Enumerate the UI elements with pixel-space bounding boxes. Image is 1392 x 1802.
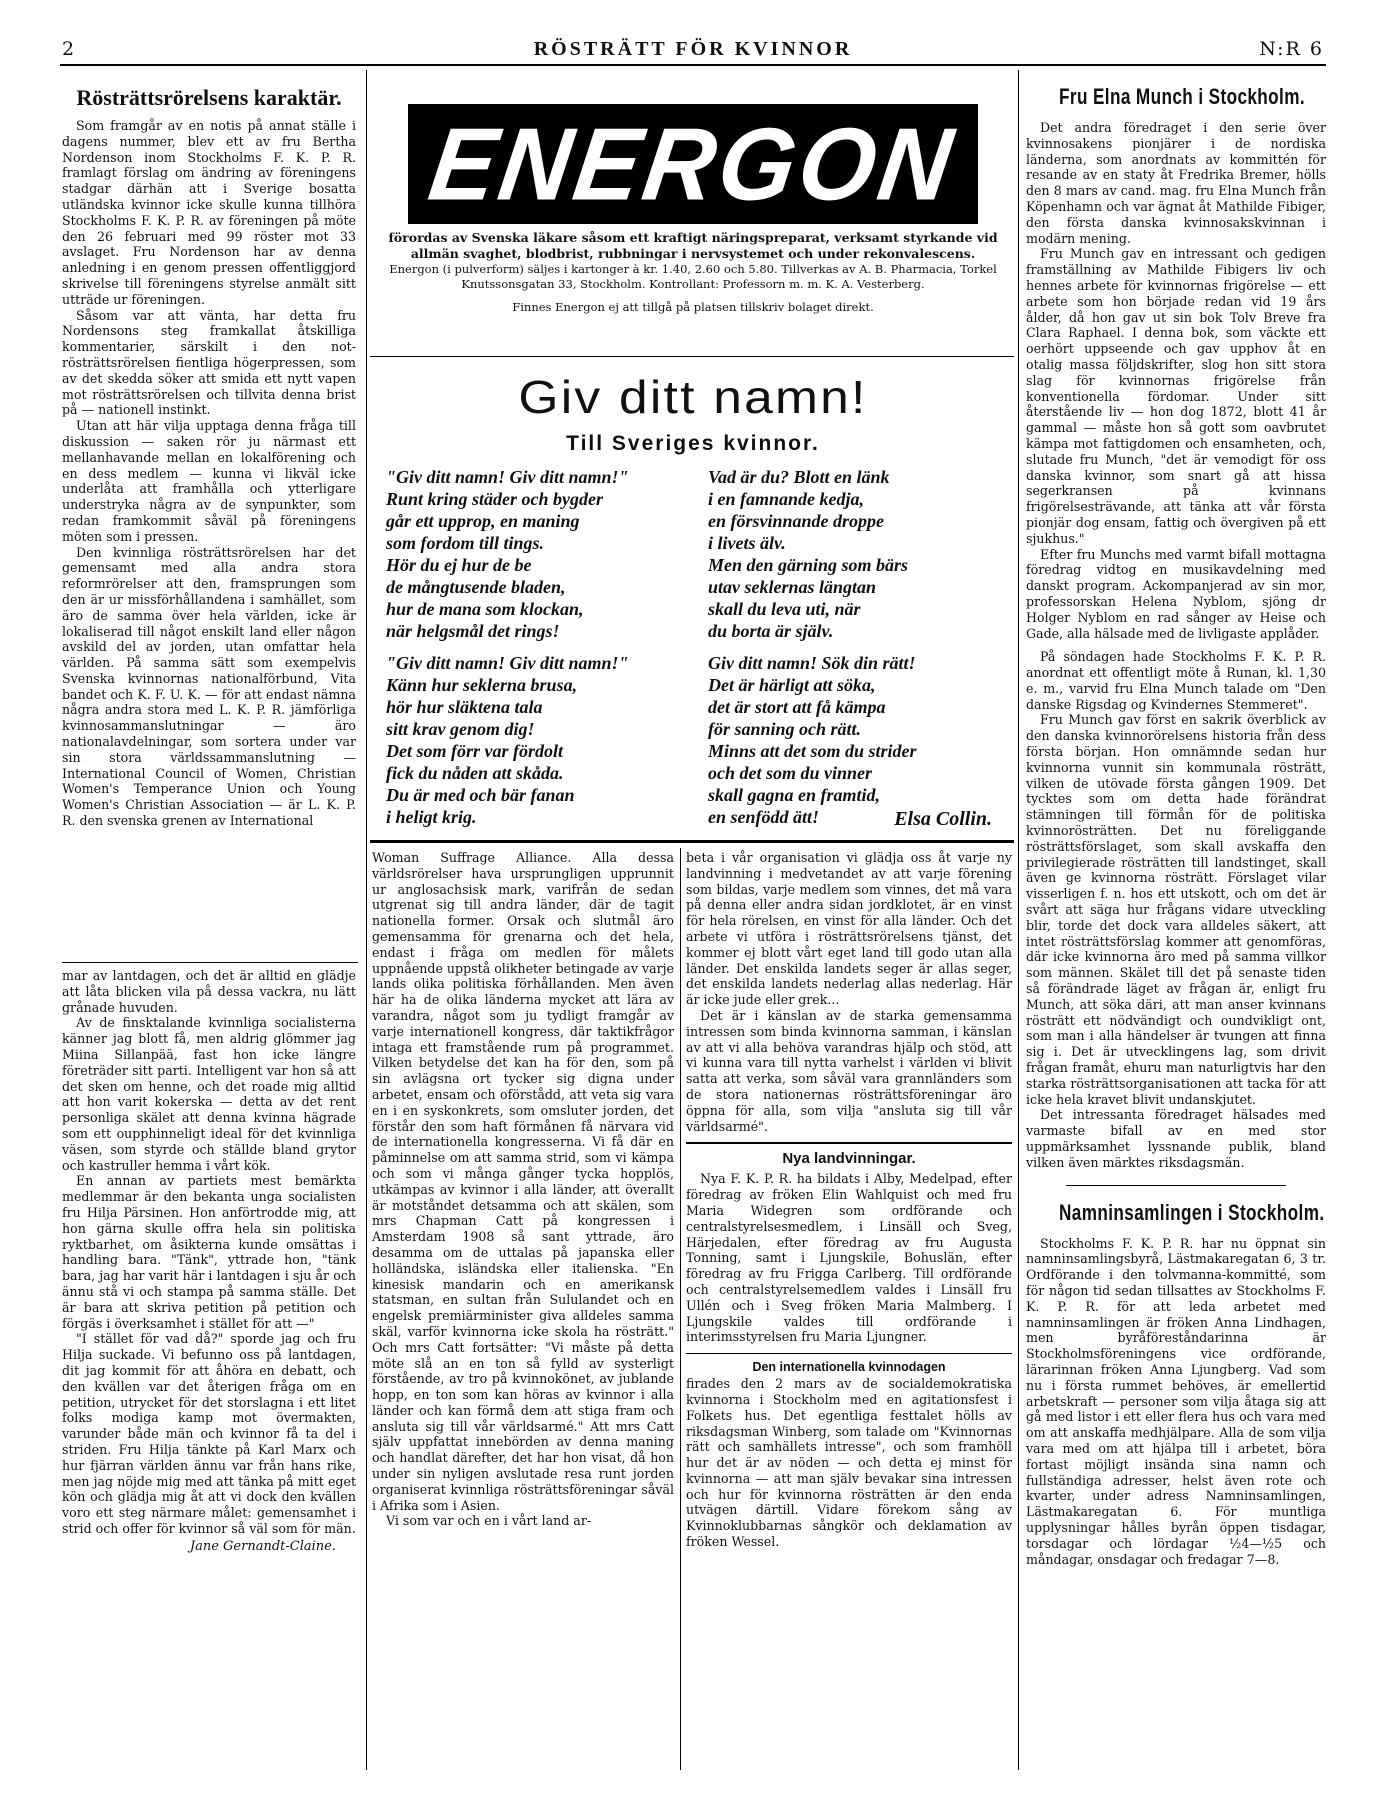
- page-number: 2: [62, 38, 77, 60]
- poem-line: och det som du vinner: [708, 763, 873, 783]
- paragraph: firades den 2 mars av de socialdemokratiska kvinnorna i Stockholm med en agitationsfest i Folkets hus. Det egentliga festtalet hölls av riksdagsman Winberg, som talade om "Kvinnornas rätt och samhällets intresse", och som framhöll hur det är av nöden — och detta ej minst för kvinnorna — att man själv bevakar sina intressen och hur för kvinnorna rösträtten är den enda utvägen därtill. Vidare förekom sång av Kvinnoklubbarnas sångkör och deklamation av fröken Wessel.: [686, 1376, 1012, 1550]
- poem-stanza: [386, 466, 629, 642]
- article-title: Rösträttsrörelsens karaktär.: [76, 85, 342, 110]
- column-2-article: [372, 850, 674, 1780]
- poem-line: Giv ditt namn! Sök din rätt!: [708, 653, 916, 673]
- poem-line: i en famnande kedja,: [708, 489, 864, 509]
- energon-logo: [408, 104, 978, 224]
- section-rule: [370, 840, 1014, 843]
- poem-line: Det är härligt att söka,: [708, 675, 876, 695]
- paragraph: beta i vår organisation vi glädja oss åt varje ny landvinning i medvetandet av att varje förening som bildas, varje medlem som vinnes, det må vara på denna eller andra sidan jordklotet, är en vinst för hela rörelsen, en vinst för alla länder. Och det arbete vi utföra i rösträttsrörelsens tjänst, det kommer ej blott vårt eget land till godo utan alla länder. Det enskilda landets seger är allas seger, det enskilda landets nederlag allas nederlag. Här är icke jude eller grek...: [686, 850, 1012, 1008]
- article-title: Fru Elna Munch i Stockholm.: [1059, 84, 1306, 109]
- column-3-article: [686, 850, 1012, 1780]
- poem-line: hur de mana som klockan,: [386, 599, 584, 619]
- ad-body: [378, 230, 1008, 315]
- poem-line: skall gagna en framtid,: [708, 785, 881, 805]
- poem-line: "Giv ditt namn! Giv ditt namn!": [386, 653, 629, 673]
- paragraph: Fru Munch gav först en sakrik överblick av den danska kvinnorörelsens historia från dess första början. Hon omnämnde sedan hur kvinnorna vunnit sin kommunala rösträtt, vilken de utövade första gången 1909. Det tycktes som om detta hade förändrat stämningen till förmån för de politiska kvinnorösträtten. Det nu föreliggande rösträttsförslaget, som skall avskaffa den privilegierade rösträtten till landstinget, skall även ge kvinnorna rösträtt. Förslaget vilar visserligen f. n. hos ett utskott, och om det är svårt att säga hur frågans vidare utveckling blir, torde det dock vara alldeles säkert, att intet rösträttsförslag kommer att genomföras, där icke kvinnorna äro med på samma villkor som männen. Skälet till det på senaste tiden så förändrade läget av frågan är, enligt fru Munch, att söka däri, att man anser kvinnans rösträtt ett nödvändigt och oundvikligt ont, som man i alla händelser är tvungen att finna sig i. Det är utvecklingens lag, som drivit frågan framåt, ehuru man naturligtvis har den starka rösträttsorganisationen att tacka för att icke hela kravet blivit undanskjutet.: [1026, 712, 1326, 1107]
- poem-line: som fordom till tings.: [386, 533, 545, 553]
- issue-number: N:R 6: [1259, 38, 1324, 60]
- paragraph: "I stället för vad då?" sporde jag och fru Hilja suckade. Vi befunno oss på lantdagen, dit jag kommit för att åhöra en debatt, och den kvällen var det återigen fråga om en petition, utrycket för det storslagna i ett litet folks modiga kamp mot övermakten, varunder både män och kvinnor få ta del i striden. Fru Hilja tänkte på Karl Marx och hur fjärran världen ännu var från hans rike, men jag nöjde mig med att tänka på mitt eget kön och glädja mig åt att vi dock den kvällen voro ett steg närmare målet: gemensamhet i strid och offer för kvinnor så väl som för män.: [62, 1331, 356, 1536]
- section-title-nya-landvinningar: Nya landvinningar.: [782, 1150, 916, 1168]
- paragraph: Det intressanta föredraget hälsades med varmaste bifall av en med stor uppmärksamhet lyssnande publik, bland vilken även märktes riksdagsmän.: [1026, 1107, 1326, 1170]
- paragraph: Såsom var att vänta, har detta fru Nordensons steg framkallat åtskilliga kommentarier, särskilt i den not-rösträttsrörelsen fientliga högerpressen, som av det skedda söker att smida ett nytt vapen mot rösträttsrörelsen och tillvita denna brist på — nationell instinkt.: [62, 307, 356, 418]
- poem-line: hör hur släktena tala: [386, 697, 543, 717]
- article-title-2: Namninsamlingen i Stockholm.: [1059, 1199, 1325, 1225]
- paragraph: Av de finsktalande kvinnliga socialisterna känner jag blott få, men aldrig glömmer jag Miina Sillanpää, fast hon icke längre företräder sitt parti. Intelligent var hon så att det sken om henne, och det roade mig alltid att hon varit kokerska — detta av det rent personliga skälet att denna kvinna hägrade som ett oupphinneligt ideal för det kvinnliga väsen, som styrde och ställde bland grytor och kastruller hemma i vårt kök.: [62, 1015, 356, 1173]
- poem-line: en senfödd ätt!: [708, 807, 820, 827]
- poem-line: utav seklernas längtan: [708, 577, 877, 597]
- paragraph: På söndagen hade Stockholms F. K. P. R. anordnat ett offentligt möte å Runan, kl. 1,30 e. m., varvid fru Elna Munch talade om "Den danske Rigsdag og Kvindernes Stemmeret".: [1026, 649, 1326, 712]
- poem-subtitle: Till Sveriges kvinnor.: [566, 432, 820, 455]
- poem-line: när helgsmål det rings!: [386, 621, 560, 641]
- paragraph: Den kvinnliga rösträttsrörelsen har det gemensamt med alla andra stora reformrörelser att den, framsprungen som den är ur missförhållandena i samhället, som äro de samma över hela världen, icke är lokaliserad till något enskilt land eller någon avskild del av jorden, utan omfattar hela världen. På samma sätt som exempelvis Svenska kvinnornas nationalförbund, Vita bandet och K. F. U. K. — för att endast nämna några andra stora med L. K. P. R. jämförliga kvinnosammanslutningar — äro nationalavdelningar, som sortera under var sin stora världssammanslutning — International Council of Women, Christian Women's Temperance Union och Young Women's Christian Association — är L. K. P. R. den svenska grenen av International: [62, 544, 356, 829]
- paragraph: Det andra föredraget i den serie över kvinnosakens pionjärer i de nordiska länderna, som anordnats av kommittén för resande av en staty åt Fredrika Bremer, hölls den 8 mars av cand. mag. fru Elna Munch från Köpenhamn och var ägnat åt Mathilde Fibiger, den första danska kvinnosakskvinnan i modärn mening.: [1026, 120, 1326, 246]
- poem-line: Runt kring städer och bygder: [386, 489, 604, 509]
- poem-stanza: [708, 652, 917, 828]
- column-4-article: [1026, 78, 1326, 1778]
- poem-line: i livets älv.: [708, 533, 786, 553]
- paragraph: Utan att här vilja upptaga denna fråga till diskussion — saken rör ju närmast ett mellanhavande mellan en lokalförening och en dess medlem — kunna vi likväl icke underlåta att framhålla och ytterligare understryka några av de synpunkter, som redan framkommit såväl på föreningens möten som i pressen.: [62, 418, 356, 544]
- poem-stanza: [708, 466, 908, 642]
- poem-line: i heligt krig.: [386, 807, 477, 827]
- column-1-continuation: [62, 968, 356, 1778]
- poem-line: Du är med och bär fanan: [386, 785, 575, 805]
- author-signature: Jane Gernandt-Claine.: [189, 1538, 336, 1554]
- paragraph: mar av lantdagen, och det är alltid en glädje att låta blicken vila på dessa vackra, nu lätt grånade huvuden.: [62, 968, 356, 1015]
- brand-name: ENERGON: [423, 105, 963, 222]
- poem-section: [378, 370, 1008, 830]
- paragraph: Woman Suffrage Alliance. Alla dessa världsrörelser hava ursprungligen upprunnit ur anglosachsisk mark, varifrån de sedan utgrenat sig till andra länder, där de tagit nationella former. Orsak och slutmål äro gemensamma för grenarna och det hela, endast i fråga om medlen för målets uppnående uppstå olikheter betingade av varje lands olika politiska förhållanden. Men även här ha de olika länderna mycket att lära av varandra, något som ju tydligt framgår av varje internationell kongress, där taktikfrågor intaga ett framstående rum på programmet. Vilken betydelse det kan ha för den, som på sin avlägsna ort tycker sig digna under arbetet, ensam och oförstådd, att veta sig vara en i en syskonkrets, som omsluter jorden, det förstår den som haft förmånen få närvara vid de internationella kongresserna. Vi få där en påminnelse om att samma strid, som vi kämpa och som vi många gånger tycka hopplös, utkämpas av kvinnor i alla länder, att överallt är motståndet detsamma och att skälen, som mrs Chapman Catt på kongressen i Amsterdam 1908 så sant yttrade, äro desamma om de uttalas på japanska eller holländska, isländska eller italienska. "En kinesisk mandarin och en amerikansk statsman, en sultan från Sululandet och en engelsk premiärminister giva alldeles samma skäl, varför kvinnorna icke skola ha rösträtt." Och mrs Catt fortsätter: "Vi måste på detta möte slå an en ton så fylld av systerligt förstående, av tro på kvinnokönet, av jublande hopp, en ton som kan höras av kvinnor i alla länder och kan förmå dem att stiga fram och ansluta sig till vår världsarmé." Att mrs Catt själv uppfattat innebörden av denna maning och handlat därefter, det har hon visat, då hon under sin nyligen avslutade resa runt jorden organiserat kvinnliga rösträttsföreningar såväl i Afrika som i Asien.: [372, 850, 674, 1513]
- paragraph: Vi som var och en i vårt land ar-: [386, 1513, 592, 1529]
- poem-line: en försvinnande droppe: [708, 511, 885, 531]
- poem-line: Men den gärning som bärs: [708, 555, 909, 575]
- poem-stanza: [386, 652, 629, 828]
- poem-line: "Giv ditt namn! Giv ditt namn!": [386, 467, 629, 487]
- poem-line: skall du leva uti, när: [708, 599, 861, 619]
- poem-line: Hör du ej hur de be: [386, 555, 532, 575]
- poem-author: Elsa Collin.: [894, 808, 992, 830]
- section-title-internationella-kvinnodagen: Den internationella kvinnodagen: [752, 1360, 946, 1375]
- paragraph: Det är i känslan av de starka gemensamma intressen som binda kvinnorna samman, i känslan av att vi alla behöva varandras hjälp och stöd, att vi kunna vara till nytta varhelst i världen vi blivit satta att verka, som såväl vara grannländers som de stora nationernas rösträttsföreningar äro öppna för alla, som vilja "ansluta sig till vår världsarmé".: [686, 1007, 1012, 1134]
- column-divider: [1018, 70, 1019, 1770]
- poem-line: Vad är du? Blott en länk: [708, 467, 890, 487]
- poem-line: du borta är själv.: [708, 621, 834, 641]
- paragraph: Som framgår av en notis på annat ställe i dagens nummer, blev ett av fru Bertha Nordenson inom Stockholms F. K. P. R. framlagt förslag om ändring av föreningens stadgar därhän att i Sverige bosatta utländska kvinnor icke skulle kunna tillhöra Stockholms F. K. P. R. av föreningen på möte den 26 februari med 99 röster mot 33 avslaget. Fru Nordenson har av denna anledning i en genom pressen offentliggjord skrivelse till föreningens styrelse anmält sitt utträde ur föreningen.: [62, 118, 356, 307]
- paragraph: Fru Munch gav en intressant och gedigen framställning av Mathilde Fibigers liv och hennes arbete för kvinnornas frigörelse — ett arbete som hon började redan vid 19 års ålder, då hon gav ut sin bok Tolv Breve fra Clara Raphael. I denna bok, som väckte ett oerhört uppseende och gav upphov åt en otalig massa följdskrifter, slog hon sitt stora slag för kvinnornas frigörelse från konventionella fördomar. Under sitt återstående liv — hon dog 1872, blott 41 år gammal — måste hon så gott som oavbrutet kämpa mot fattigdomen och ensamheten, och, slutade fru Munch, "det är vemodigt för oss danska kvinnor, som snart gå att hissa segerkransen på kvinnans frigörelsesträvande, att tänka att vår första pionjär dog ensam, fattig och övergiven på ett sjukhus.": [1026, 246, 1326, 546]
- header-rule: [60, 64, 1326, 66]
- ad-footer-line: Finnes Energon ej att tillgå på platsen tillskriv bolaget direkt.: [512, 300, 874, 314]
- page-header: [62, 38, 1324, 64]
- paragraph: Stockholms F. K. P. R. har nu öppnat sin namninsamlingsbyrå, Lästmakaregatan 6, 3 tr. Ordförande i den tolvmanna-kommitté, som för någon tid sedan tillsattes av Stockholms F. K. P. R. för att leda arbetet med namninsamlingen är fröken Anna Lindhagen, men byråföreståndarinna är Stockholmsföreningens vice ordförande, lärarinnan fröken Anna Ljungberg. Vad som nu i första rummet behöves, är emellertid arbetskraft — personer som vilja åtaga sig att gå med listor i ett eller flera hus och vara med om att anskaffa medhjälpare. Alla de som vilja vara med om att hjälpa till i arbetet, böra fortast möjligt insända sina namn och fullständiga adresser, helst även rote och kvarter, under adress Namninsamlingen, Lästmakaregatan 6. För muntliga upplysningar hålles byrån öppen tisdagar, torsdagar och lördagar ½4—½5 och måndagar, onsdagar och fredagar 7—8.: [1026, 1235, 1326, 1567]
- column-divider: [680, 848, 681, 1770]
- ad-price-line: Energon (i pulverform) säljes i kartonger à kr. 1.40, 2.60 och 5.80. Tillverkas av A. B. Pharmacia, Torkel Knutssonsgatan 33, Stockholm. Kontrollant: Professorn m. m. K. A. Vesterberg.: [389, 262, 997, 291]
- paragraph: En annan av partiets mest bemärkta medlemmar är den bekanta unga socialisten fru Hilja Pärsinen. Hon anförtrodde mig, att hon gärna skulle offra hela sin politiska ryktbarhet, om åsikterna kunde omsättas i handling bara. "Tänk", yttrade hon, "tänk bara, jag har varit här i lantdagen i sju år och ännu stå vi och stampa på samma ställe. Det är bara att skriva petition på petition och förgäs i överksamhet i stället för att —": [62, 1173, 356, 1331]
- paragraph: Nya F. K. P. R. ha bildats i Alby, Medelpad, efter föredrag av fröken Elin Wahlquist och med fru Maria Widegren som ordförande och centralstyrelsesmedlem, i Linsäll och Sveg, Härjedalen, efter föredrag av fru Augusta Tonning, samt i Ljungskile, Bohuslän, efter föredrag av fru Frigga Carlberg. Till ordförande och centralstyrelsemedlem valdes i Linsäll fru Ullén och i Sveg fröken Maria Malmberg. I Ljungskile valdes till ordförande i interimsstyrelsen fru Maria Ljungner.: [686, 1171, 1012, 1345]
- poem-line: går ett upprop, en maning: [386, 511, 580, 531]
- poem-line: sitt krav genom dig!: [386, 719, 535, 739]
- newspaper-title: RÖSTRÄTT FÖR KVINNOR: [533, 38, 853, 60]
- poem-title: Giv ditt namn!: [518, 371, 868, 423]
- poem-line: det är stort att få kämpa: [708, 697, 886, 717]
- poem-line: Känn hur seklerna brusa,: [386, 675, 578, 695]
- poem-line: de mångtusende bladen,: [386, 577, 566, 597]
- column-rule: [62, 962, 358, 963]
- poem-line: för sanning och rätt.: [708, 719, 862, 739]
- poem-line: fick du nåden att skåda.: [386, 763, 564, 783]
- paragraph: Efter fru Munchs med varmt bifall mottagna föredrag vidtog en musikavdelning med danskt program. Ackompanjerad av sin mor, professorskan Helena Nyblom, sjöng dr Holger Nyblom en rad sånger av Heise och Gade, alla hälsade med de livligaste applåder.: [1026, 546, 1326, 641]
- column-1-article: [62, 78, 356, 958]
- column-divider: [366, 70, 367, 1770]
- poem-line: Minns att det som du strider: [708, 741, 917, 761]
- energon-advertisement: [378, 80, 1008, 350]
- ad-bold-line: förordas av Svenska läkare såsom ett kraftigt näringspreparat, verksamt styrkande vid allmän svaghet, blodbrist, rubbningar i nervsystemet och under rekonvalescens.: [388, 230, 998, 261]
- poem-line: Det som förr var fördolt: [386, 741, 563, 761]
- section-rule: [370, 356, 1014, 357]
